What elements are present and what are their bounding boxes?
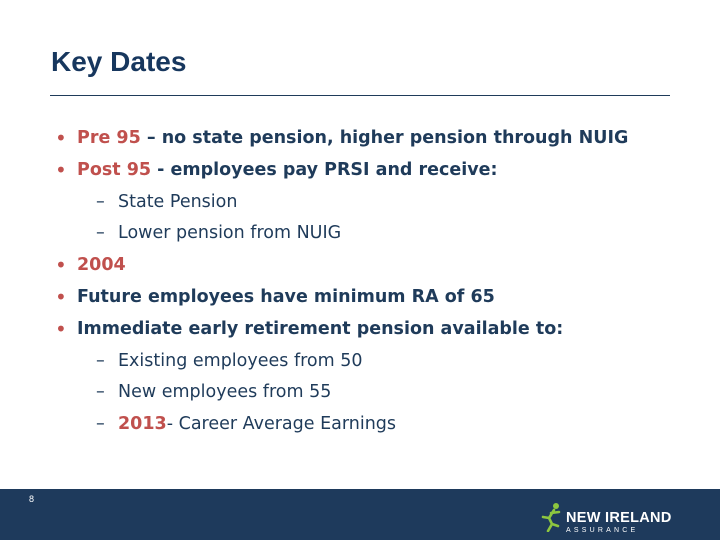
item-text [118,410,396,438]
dash-marker: – [96,414,105,435]
text-segment: – no state pension, higher pension through NUIG [140,128,629,148]
text-segment: State Pension [118,191,238,212]
text-segment: Future employees have minimum RA of 65 [77,287,495,307]
dash-marker: – [96,350,105,371]
item-text [77,251,126,279]
text-segment: Existing employees from 50 [118,350,363,371]
item-text [77,124,628,152]
item-text [77,283,495,311]
logo [540,502,564,532]
dash-marker: – [96,191,105,212]
item-text [118,378,331,406]
bullet-marker: • [55,157,67,182]
title-divider [50,95,670,96]
page-number: 8 [29,494,35,504]
highlighted-text: 2013 [118,414,167,435]
text-segment: - employees pay PRSI and receive: [151,159,498,180]
bullet-marker: • [55,316,67,341]
item-text [77,156,498,184]
text-segment: - Career Average Earnings [166,414,397,435]
dash-marker: – [96,223,105,244]
highlighted-text: Post 95 [77,159,152,180]
slide-title: Key Dates [51,46,187,77]
text-segment: New employees from 55 [118,382,332,403]
highlighted-text: Pre 95 [77,128,141,148]
dash-marker: – [96,382,105,403]
item-text [77,315,563,343]
item-text [118,188,237,216]
bullet-marker: • [55,285,67,309]
text-segment: Immediate early retirement pension available to: [77,318,564,339]
highlighted-text: 2004 [77,255,126,276]
bullet-marker: • [55,126,67,150]
item-text [118,347,363,375]
logo-name: NEW IRELAND [566,510,672,526]
item-text [118,219,341,247]
text-segment: Lower pension from NUIG [118,223,342,244]
running-figure-icon [540,502,564,532]
bullet-marker: • [55,253,67,278]
logo-subtitle: ASSURANCE [566,527,639,534]
